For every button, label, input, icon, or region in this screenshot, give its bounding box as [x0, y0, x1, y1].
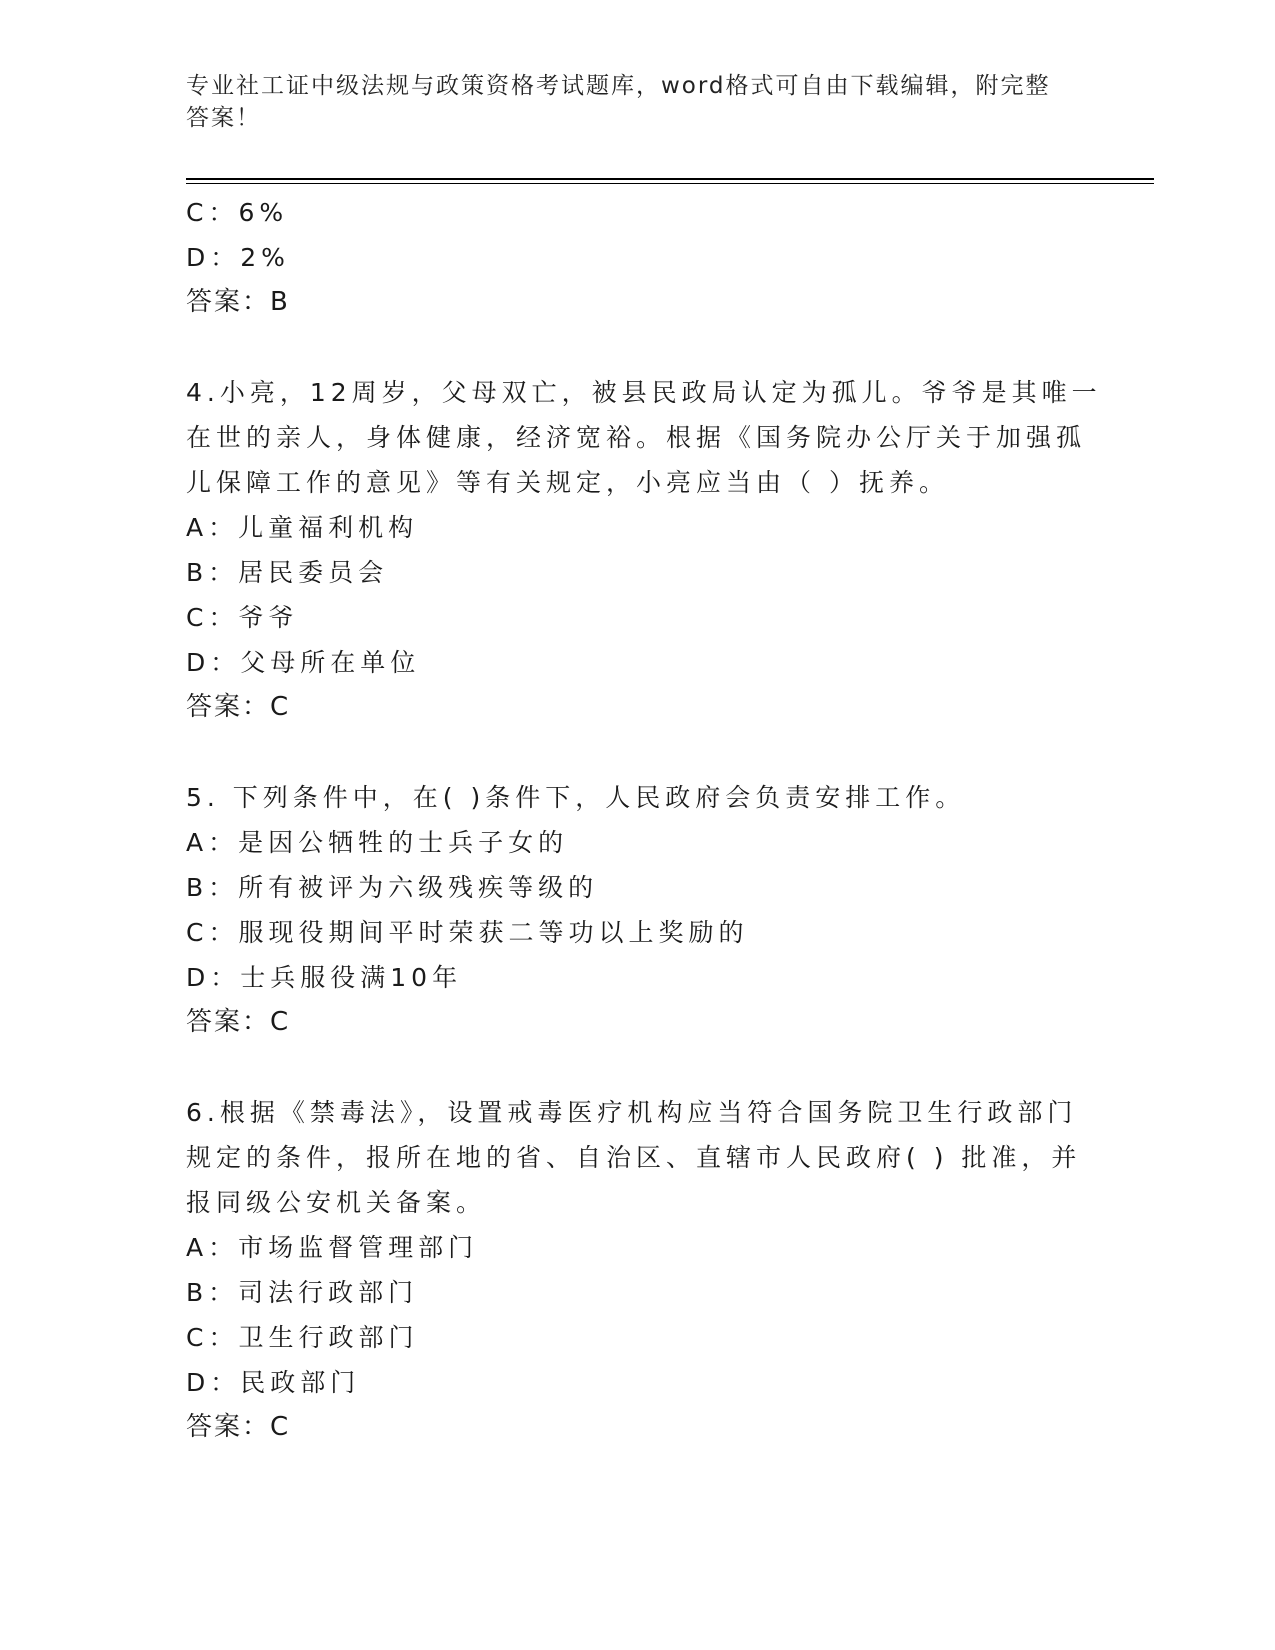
question-stem-line: 规定的条件，报所在地的省、自治区、直辖市人民政府( ) 批准，并 — [186, 1143, 1082, 1172]
answer: 答案：C — [186, 1007, 291, 1037]
answer: 答案：C — [186, 1412, 291, 1442]
option-b: B：居民委员会 — [186, 558, 389, 587]
header-rule-thick — [186, 178, 1154, 180]
question-stem-line: 在世的亲人，身体健康，经济宽裕。根据《国务院办公厅关于加强孤 — [186, 423, 1087, 452]
question-stem-line: 报同级公安机关备案。 — [186, 1188, 487, 1217]
spacer — [186, 325, 1086, 370]
question-stem-line: 儿保障工作的意见》等有关规定，小亮应当由（ ）抚养。 — [186, 468, 949, 497]
answer: 答案：C — [186, 692, 291, 722]
option-d: D：士兵服役满10年 — [186, 963, 463, 992]
option-c: C：6% — [186, 198, 289, 227]
spacer — [186, 730, 1086, 775]
option-c: C：服现役期间平时荣获二等功以上奖励的 — [186, 918, 749, 947]
spacer — [186, 1045, 1086, 1090]
option-d: D：2% — [186, 243, 290, 272]
question-4 — [186, 370, 1102, 730]
option-b: B：所有被评为六级残疾等级的 — [186, 873, 599, 902]
question-content — [186, 190, 1102, 1450]
prev-question — [186, 190, 1086, 325]
option-a: A：市场监督管理部门 — [186, 1233, 479, 1262]
question-stem-line: 6.根据《禁毒法》，设置戒毒医疗机构应当符合国务院卫生行政部门 — [186, 1098, 1078, 1127]
option-d: D：父母所在单位 — [186, 648, 421, 677]
option-a: A：是因公牺牲的士兵子女的 — [186, 828, 569, 857]
header-text: 专业社工证中级法规与政策资格考试题库，word格式可自由下载编辑，附完整答案！ — [186, 73, 1051, 131]
question-stem-line: 4.小亮，12周岁，父母双亡，被县民政局认定为孤儿。爷爷是其唯一 — [186, 378, 1102, 407]
option-d: D：民政部门 — [186, 1368, 361, 1397]
answer: 答案：B — [186, 287, 290, 317]
option-b: B：司法行政部门 — [186, 1278, 419, 1307]
document-header — [186, 70, 1066, 134]
question-stem-line: 5. 下列条件中，在( )条件下，人民政府会负责安排工作。 — [186, 783, 966, 812]
option-c: C：卫生行政部门 — [186, 1323, 419, 1352]
header-rule-thin — [186, 183, 1154, 184]
option-c: C：爷爷 — [186, 603, 299, 632]
question-6 — [186, 1090, 1086, 1450]
question-5 — [186, 775, 1086, 1045]
option-a: A：儿童福利机构 — [186, 513, 419, 542]
